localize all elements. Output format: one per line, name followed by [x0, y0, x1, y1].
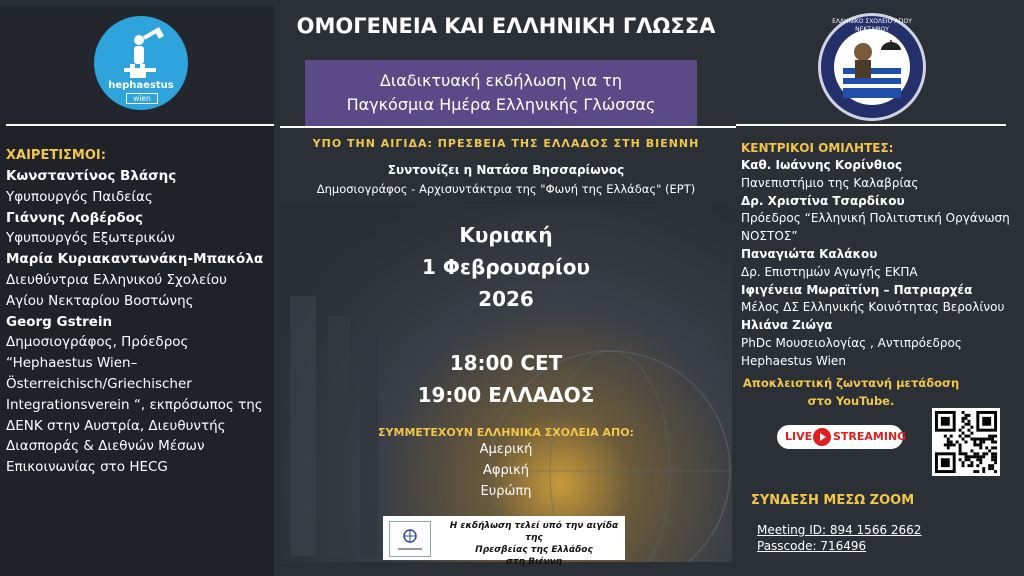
speaker-role: Πρόεδρος “Ελληνική Πολιτιστική Οργάνωση — [741, 211, 1010, 226]
continent-item: Αφρική — [482, 463, 530, 478]
speaker-role: PhDc Μουσειολογίας , Αντιπρόεδρος — [741, 336, 962, 350]
hephaestus-logo — [94, 16, 188, 110]
zoom-meeting-id[interactable]: Meeting ID: 894 1566 2662 — [757, 523, 922, 537]
event-subtitle-banner — [305, 60, 697, 126]
greeting-role: Integrationsverein “, εκπρόσωπος της — [6, 396, 263, 413]
greeting-role: Αγίου Νεκταρίου Βοστώνης — [6, 292, 194, 309]
logo-text: hephaestus — [108, 80, 174, 91]
speaker-name: Δρ. Χριστίνα Τσαρδίκου — [741, 193, 905, 208]
speaker-role: Δρ. Επιστημών Αγωγής ΕΚΠΑ — [741, 264, 918, 279]
greeting-role: ΔΕΝΚ στην Αυστρία, Διευθυντής — [6, 417, 226, 434]
speaker-name: Ιφιγένεια Μωραϊτίνη – Πατριαρχέα — [741, 282, 973, 297]
school-logo-text: ΕΛΛΗΝΙΚΟ ΣΧΟΛΕΙΟ ΑΓΙΟΥ ΝΕΚΤΑΡΙΟΥ — [832, 18, 912, 33]
zoom-heading: ΣΥΝΔΕΣΗ ΜΕΣΩ ZOOM — [751, 493, 915, 508]
greeting-name: Γιάννης Λοβέρδος — [6, 209, 143, 226]
greeting-name: Μαρία Κυριακαντωνάκη-Μπακόλα — [6, 251, 264, 268]
greeting-role: Δημοσιογράφος, Πρόεδρος — [6, 334, 189, 351]
live-streaming-badge[interactable] — [777, 425, 907, 449]
greeting-role: Επικοινωνίας στο HECG — [6, 459, 168, 476]
continent-item: Αμερική — [479, 442, 533, 457]
event-time-cet: 18:00 CET — [449, 351, 563, 375]
speaker-role: Μέλος ΔΣ Ελληνικής Κοινότητας Βερολίνου — [741, 300, 1005, 315]
speaker-role: Πανεπιστήμιο της Καλαβρίας — [741, 175, 919, 190]
event-day: Κυριακή — [459, 223, 553, 247]
greeting-role: Österreichisch/Griechischer — [6, 376, 192, 392]
event-date: 1 Φεβρουαρίου — [422, 255, 590, 279]
play-icon — [813, 428, 831, 446]
greeting-role: Διευθύντρια Ελληνικού Σχολείου — [6, 272, 227, 288]
continent-item: Ευρώπη — [480, 484, 532, 499]
coordinator-role: Δημοσιογράφος - Αρχισυντάκτρια της "Φωνή της Ελλάδας" (ΕΡΤ) — [316, 182, 696, 196]
right-divider — [736, 124, 1006, 126]
greeting-name: Georg Gstrein — [6, 313, 113, 330]
greeting-role: Υφυπουργός Εξωτερικών — [6, 230, 175, 247]
qr-code-icon[interactable] — [932, 408, 1000, 476]
zoom-passcode: Passcode: 716496 — [757, 539, 867, 553]
embassy-emblem-icon — [389, 521, 431, 557]
greeting-role: Υφυπουργός Παιδείας — [6, 188, 153, 205]
speaker-name: Ηλιάνα Ζιώγα — [741, 318, 833, 333]
notice-line-2: Πρεσβείας της Ελλάδος — [475, 545, 593, 555]
speaker-role: Hephaestus Wien — [741, 353, 846, 368]
youtube-line-2: στο YouTube. — [807, 394, 895, 408]
notice-line-3: στη Βιέννη — [505, 557, 563, 567]
center-divider — [280, 126, 736, 128]
live-label: LIVE — [785, 430, 813, 443]
greeting-role: Διασποράς & Διεθνών Μέσων — [6, 438, 205, 455]
logo-subtext: wien — [126, 93, 158, 104]
greeting-name: Κωνσταντίνος Βλάσης — [6, 168, 177, 184]
speaker-name: Παναγιώτα Καλάκου — [741, 247, 878, 261]
aegis-text: ΥΠΟ ΤΗΝ ΑΙΓΙΔΑ: ΠΡΕΣΒΕΙΑ ΤΗΣ ΕΛΛΑΔΟΣ ΣΤΗ ΒΙΕΝΝΗ — [312, 137, 700, 150]
greeting-role: “Hephaestus Wien– — [6, 355, 138, 372]
left-divider — [6, 124, 274, 126]
event-year: 2026 — [478, 287, 534, 311]
schools-heading: ΣΥΜΜΕΤΕΧΟΥΝ ΕΛΛΗΝΙΚΑ ΣΧΟΛΕΙΑ ΑΠΟ: — [378, 426, 634, 439]
speaker-role: ΝΟΣΤΟΣ” — [741, 229, 798, 244]
greetings-heading: ΧΑΙΡΕΤΙΣΜΟΙ: — [6, 148, 106, 163]
embassy-notice — [383, 516, 625, 567]
event-title: ΟΜΟΓΕΝΕΙΑ ΚΑΙ ΕΛΛΗΝΙΚΗ ΓΛΩΣΣΑ — [296, 14, 716, 38]
speakers-heading: ΚΕΝΤΡΙΚΟΙ ΟΜΙΛΗΤΕΣ: — [741, 141, 894, 155]
event-time-greece: 19:00 ΕΛΛΑΔΟΣ — [417, 383, 595, 407]
notice-line-1: Η εκδήλωση τελεί υπό την αιγίδα της — [449, 521, 619, 543]
school-logo — [818, 13, 926, 121]
banner-line-1: Διαδικτυακή εκδήλωση για τη — [379, 71, 623, 90]
banner-line-2: Παγκόσμια Ημέρα Ελληνικής Γλώσσας — [346, 95, 656, 114]
streaming-label: STREAMING — [833, 430, 907, 443]
speaker-name: Καθ. Ιωάννης Κορίνθιος — [741, 158, 903, 172]
youtube-line-1: Αποκλειστική ζωντανή μετάδοση — [742, 376, 960, 390]
coordinator-name: Συντονίζει η Νατάσα Βησσαρίωνος — [387, 163, 625, 177]
